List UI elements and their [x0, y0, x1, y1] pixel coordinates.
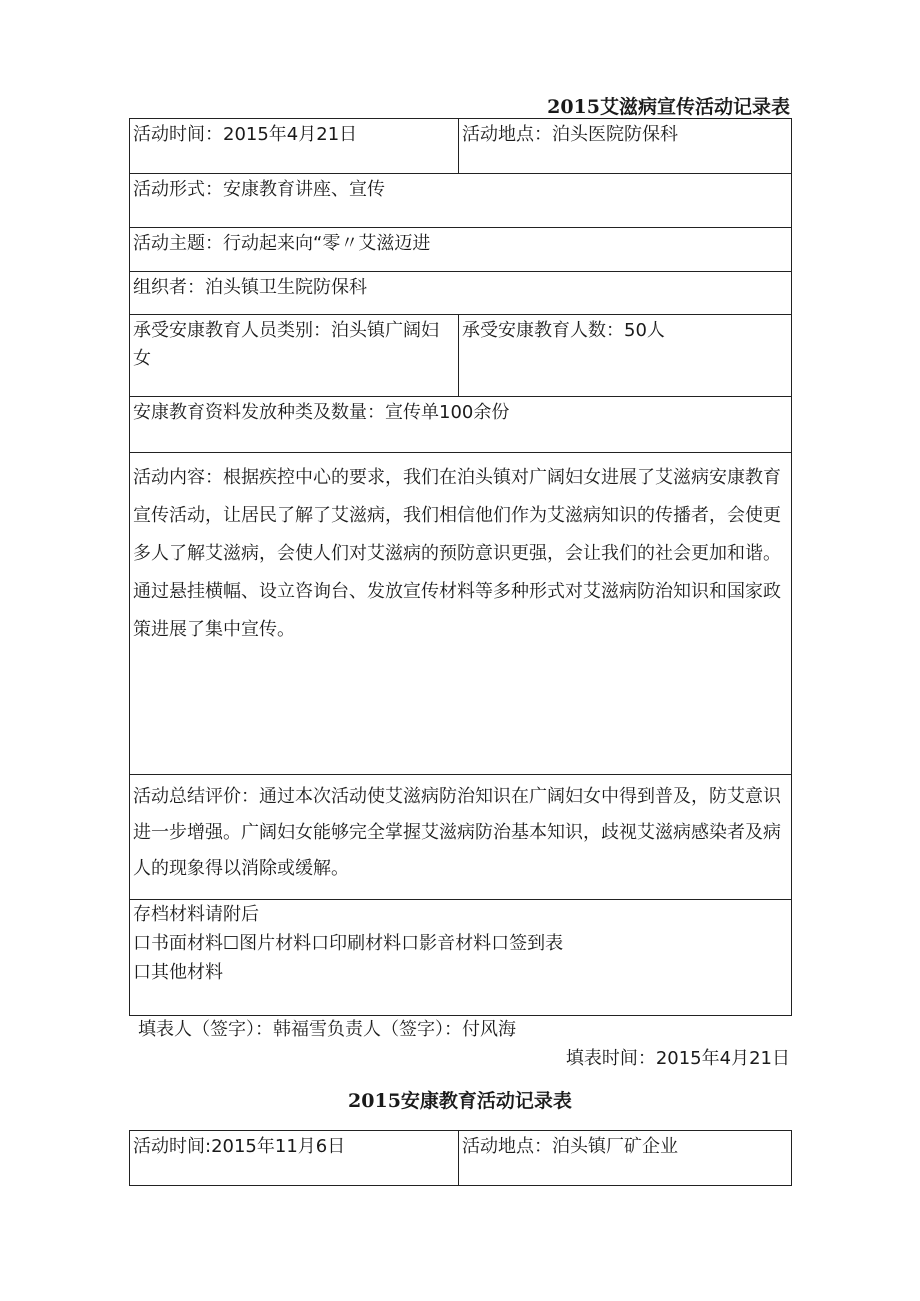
- materials-distributed: 安康教育资料发放种类及数量：宣传单100余份: [130, 397, 792, 453]
- record2-table: [129, 1130, 792, 1186]
- record2-title: 2015安康教育活动记录表: [348, 1090, 572, 1112]
- activity-time: 活动时间：2015年4月21日: [130, 119, 459, 174]
- audience-count: 承受安康教育人数：50人: [459, 315, 792, 397]
- archive-other: 口其他材料: [133, 962, 223, 983]
- activity-summary: 活动总结评价：通过本次活动使艾滋病防治知识在广阔妇女中得到普及，防艾意识进一步增强。广阔妇女能够完全掌握艾滋病防治基本知识，歧视艾滋病感染者及病人的现象得以消除或缓解。: [130, 775, 792, 900]
- activity-location: 活动地点：泊头医院防保科: [459, 119, 792, 174]
- fill-date: 填表时间：2015年4月21日: [565, 1048, 790, 1069]
- record2-activity-time: 活动时间:2015年11月6日: [130, 1131, 459, 1186]
- filler-signature: 填表人（签字）：韩福雪负责人（签字）：付风海: [138, 1019, 516, 1040]
- archive-materials: [130, 900, 792, 1016]
- activity-theme: 活动主题：行动起来向“零〃艾滋迈进: [130, 228, 792, 272]
- record2-activity-location: 活动地点：泊头镇厂矿企业: [459, 1131, 792, 1186]
- record1-table: [129, 118, 792, 1016]
- activity-form: 活动形式：安康教育讲座、宣传: [130, 174, 792, 228]
- archive-options: 口书面材料☐图片材料口印刷材料口影音材料口签到表: [133, 933, 564, 954]
- audience-type: 承受安康教育人员类别：泊头镇广阔妇女: [130, 315, 459, 397]
- activity-content: 活动内容：根据疾控中心的要求，我们在泊头镇对广阔妇女进展了艾滋病安康教育宣传活动，让居民了解了艾滋病，我们相信他们作为艾滋病知识的传播者，会使更多人了解艾滋病，会使人们对艾滋病的预防意识更强，会让我们的社会更加和谐。通过悬挂横幅、设立咨询台、发放宣传材料等多种形式对艾滋病防治知识和国家政策进展了集中宣传。: [130, 453, 792, 775]
- organizer: 组织者：泊头镇卫生院防保科: [130, 272, 792, 315]
- record1-title: 2015艾滋病宣传活动记录表: [547, 96, 790, 118]
- archive-title: 存档材料请附后: [133, 904, 259, 925]
